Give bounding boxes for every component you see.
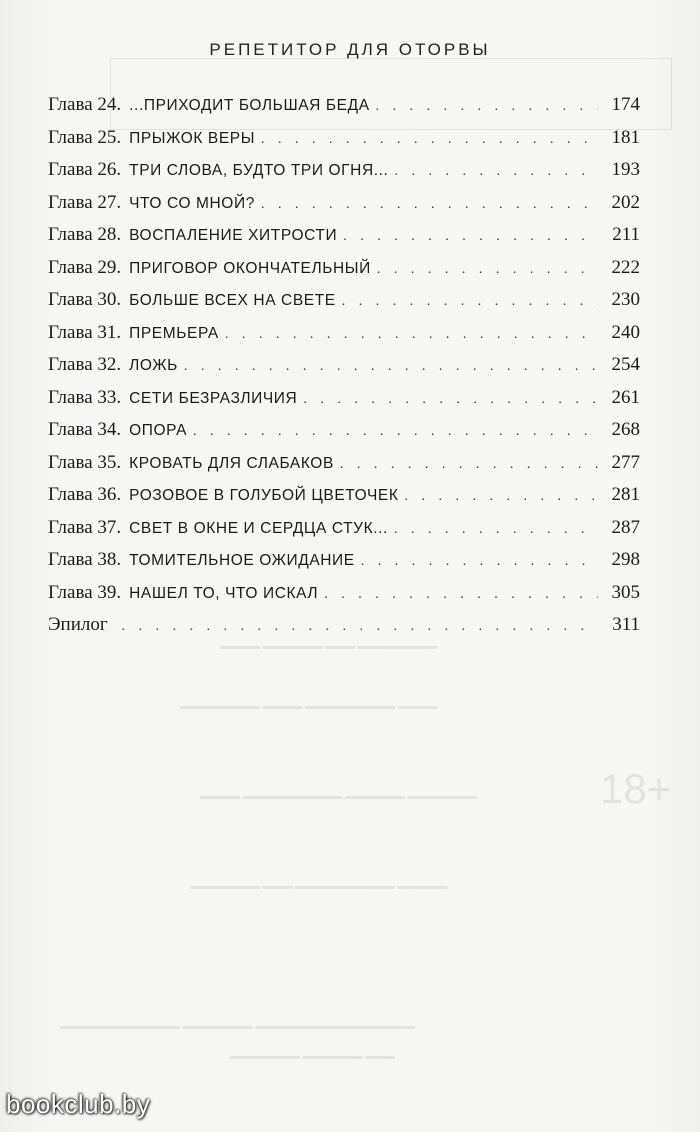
chapter-title: ЛОЖЬ bbox=[129, 357, 178, 374]
page-number: 202 bbox=[611, 191, 640, 213]
chapter-label: Эпилог bbox=[48, 614, 108, 635]
toc-entry bbox=[48, 94, 640, 127]
toc-entry bbox=[48, 289, 640, 322]
page-number: 222 bbox=[611, 256, 640, 278]
chapter-title: ОПОРА bbox=[129, 422, 188, 439]
dot-leader bbox=[394, 164, 598, 180]
dot-leader bbox=[303, 392, 598, 408]
chapter-title: ПРЫЖОК ВЕРЫ bbox=[129, 129, 256, 147]
dot-leader bbox=[394, 522, 598, 538]
table-of-contents bbox=[48, 94, 640, 647]
toc-entry bbox=[48, 224, 640, 257]
dot-leader bbox=[340, 457, 598, 473]
toc-entry bbox=[48, 517, 640, 550]
chapter-label: Глава 27. bbox=[48, 191, 122, 213]
page-number: 174 bbox=[611, 94, 640, 115]
dot-leader bbox=[193, 424, 598, 440]
dot-leader bbox=[361, 554, 598, 570]
chapter-title: ПРИГОВОР ОКОНЧАТЕЛЬНЫЙ bbox=[129, 259, 371, 277]
toc-entry bbox=[48, 192, 640, 225]
dot-leader bbox=[261, 132, 598, 148]
page-number: 298 bbox=[611, 549, 640, 570]
chapter-title: ТРИ СЛОВА, БУДТО ТРИ ОГНЯ... bbox=[129, 162, 389, 179]
toc-entry bbox=[48, 614, 640, 647]
chapter-title: РОЗОВОЕ В ГОЛУБОЙ ЦВЕТОЧЕК bbox=[129, 487, 399, 504]
bleed-through-text: ▬▬▬▬▬▬▬ ▬▬▬ ▬▬▬▬▬▬▬▬▬▬ ▬▬▬▬▬ bbox=[190, 881, 448, 892]
chapter-label: Глава 24. bbox=[48, 94, 122, 115]
bleed-through-text: ▬▬▬▬▬▬▬ ▬▬▬▬▬▬ ▬▬▬ bbox=[230, 1051, 395, 1062]
page-number: 305 bbox=[611, 581, 640, 603]
chapter-label: Глава 38. bbox=[48, 549, 122, 570]
dot-leader bbox=[404, 489, 598, 505]
dot-leader bbox=[261, 197, 598, 213]
page-number: 287 bbox=[611, 516, 640, 538]
chapter-label: Глава 26. bbox=[48, 159, 122, 180]
chapter-title: ПРЕМЬЕРА bbox=[129, 324, 219, 342]
toc-entry bbox=[48, 452, 640, 485]
dot-leader bbox=[324, 587, 598, 603]
toc-entry bbox=[48, 549, 640, 582]
page-number: 230 bbox=[611, 289, 640, 310]
toc-entry bbox=[48, 387, 640, 420]
chapter-label: Глава 31. bbox=[48, 321, 122, 343]
toc-entry bbox=[48, 419, 640, 452]
bleed-through-text: ▬▬▬▬ ▬▬▬▬▬▬▬▬▬▬ ▬▬▬▬▬▬ ▬▬▬▬▬▬▬ bbox=[200, 791, 478, 802]
dot-leader bbox=[376, 99, 598, 115]
bleed-through-age-mark: 18+ bbox=[600, 765, 672, 812]
toc-entry bbox=[48, 159, 640, 192]
dot-leader bbox=[377, 262, 598, 278]
chapter-label: Глава 37. bbox=[48, 516, 122, 538]
chapter-label: Глава 28. bbox=[48, 224, 122, 245]
bleed-through-text: ▬▬▬▬▬▬▬▬▬▬▬▬ ▬▬▬▬▬▬▬ ▬▬▬▬▬▬▬▬▬▬▬▬▬▬▬▬ bbox=[60, 1021, 415, 1032]
chapter-title: ТОМИТЕЛЬНОЕ ОЖИДАНИЕ bbox=[129, 552, 355, 569]
chapter-label: Глава 29. bbox=[48, 256, 122, 278]
chapter-label: Глава 32. bbox=[48, 354, 122, 375]
chapter-title: БОЛЬШЕ ВСЕХ НА СВЕТЕ bbox=[129, 292, 336, 309]
toc-entry bbox=[48, 484, 640, 517]
chapter-title: СЕТИ БЕЗРАЗЛИЧИЯ bbox=[129, 389, 298, 407]
site-watermark: bookclub.by bbox=[6, 1089, 151, 1119]
chapter-title: ВОСПАЛЕНИЕ ХИТРОСТИ bbox=[129, 227, 338, 244]
toc-entry bbox=[48, 127, 640, 160]
toc-entry bbox=[48, 582, 640, 615]
chapter-label: Глава 34. bbox=[48, 419, 122, 440]
chapter-title: НАШЕЛ ТО, ЧТО ИСКАЛ bbox=[129, 584, 319, 602]
chapter-label: Глава 33. bbox=[48, 386, 122, 408]
toc-entry bbox=[48, 257, 640, 290]
page-number: 281 bbox=[611, 484, 640, 505]
running-head: РЕПЕТИТОР ДЛЯ ОТОРВЫ bbox=[209, 40, 491, 59]
chapter-label: Глава 35. bbox=[48, 451, 122, 473]
toc-entry bbox=[48, 322, 640, 355]
page-number: 181 bbox=[611, 126, 640, 148]
bleed-through-text: ▬▬▬▬ ▬▬▬▬▬▬ ▬▬▬ ▬▬▬▬▬▬▬▬ bbox=[220, 641, 438, 652]
chapter-title: КРОВАТЬ ДЛЯ СЛАБАКОВ bbox=[129, 454, 334, 472]
chapter-title: СВЕТ В ОКНЕ И СЕРДЦА СТУК... bbox=[129, 519, 388, 537]
chapter-label: Глава 39. bbox=[48, 581, 122, 603]
page-number: 277 bbox=[611, 451, 640, 473]
bleed-through-text: ▬▬▬▬▬▬▬▬ ▬▬▬▬ ▬▬▬▬▬▬▬▬▬ ▬▬▬▬ bbox=[180, 701, 438, 712]
page-number: 268 bbox=[611, 419, 640, 440]
page-number: 240 bbox=[611, 321, 640, 343]
dot-leader bbox=[122, 619, 598, 635]
chapter-label: Глава 30. bbox=[48, 289, 122, 310]
page-number: 261 bbox=[611, 386, 640, 408]
dot-leader bbox=[184, 359, 598, 375]
chapter-label: Глава 36. bbox=[48, 484, 122, 505]
page-number: 193 bbox=[611, 159, 640, 180]
dot-leader bbox=[343, 229, 598, 245]
chapter-title: ЧТО СО МНОЙ? bbox=[129, 194, 255, 212]
toc-entry bbox=[48, 354, 640, 387]
chapter-title: ...ПРИХОДИТ БОЛЬШАЯ БЕДА bbox=[129, 97, 370, 114]
dot-leader bbox=[342, 294, 598, 310]
page-number: 311 bbox=[612, 614, 640, 635]
chapter-label: Глава 25. bbox=[48, 126, 122, 148]
dot-leader bbox=[225, 327, 598, 343]
page-number: 254 bbox=[611, 354, 640, 375]
page-number: 211 bbox=[612, 224, 640, 245]
